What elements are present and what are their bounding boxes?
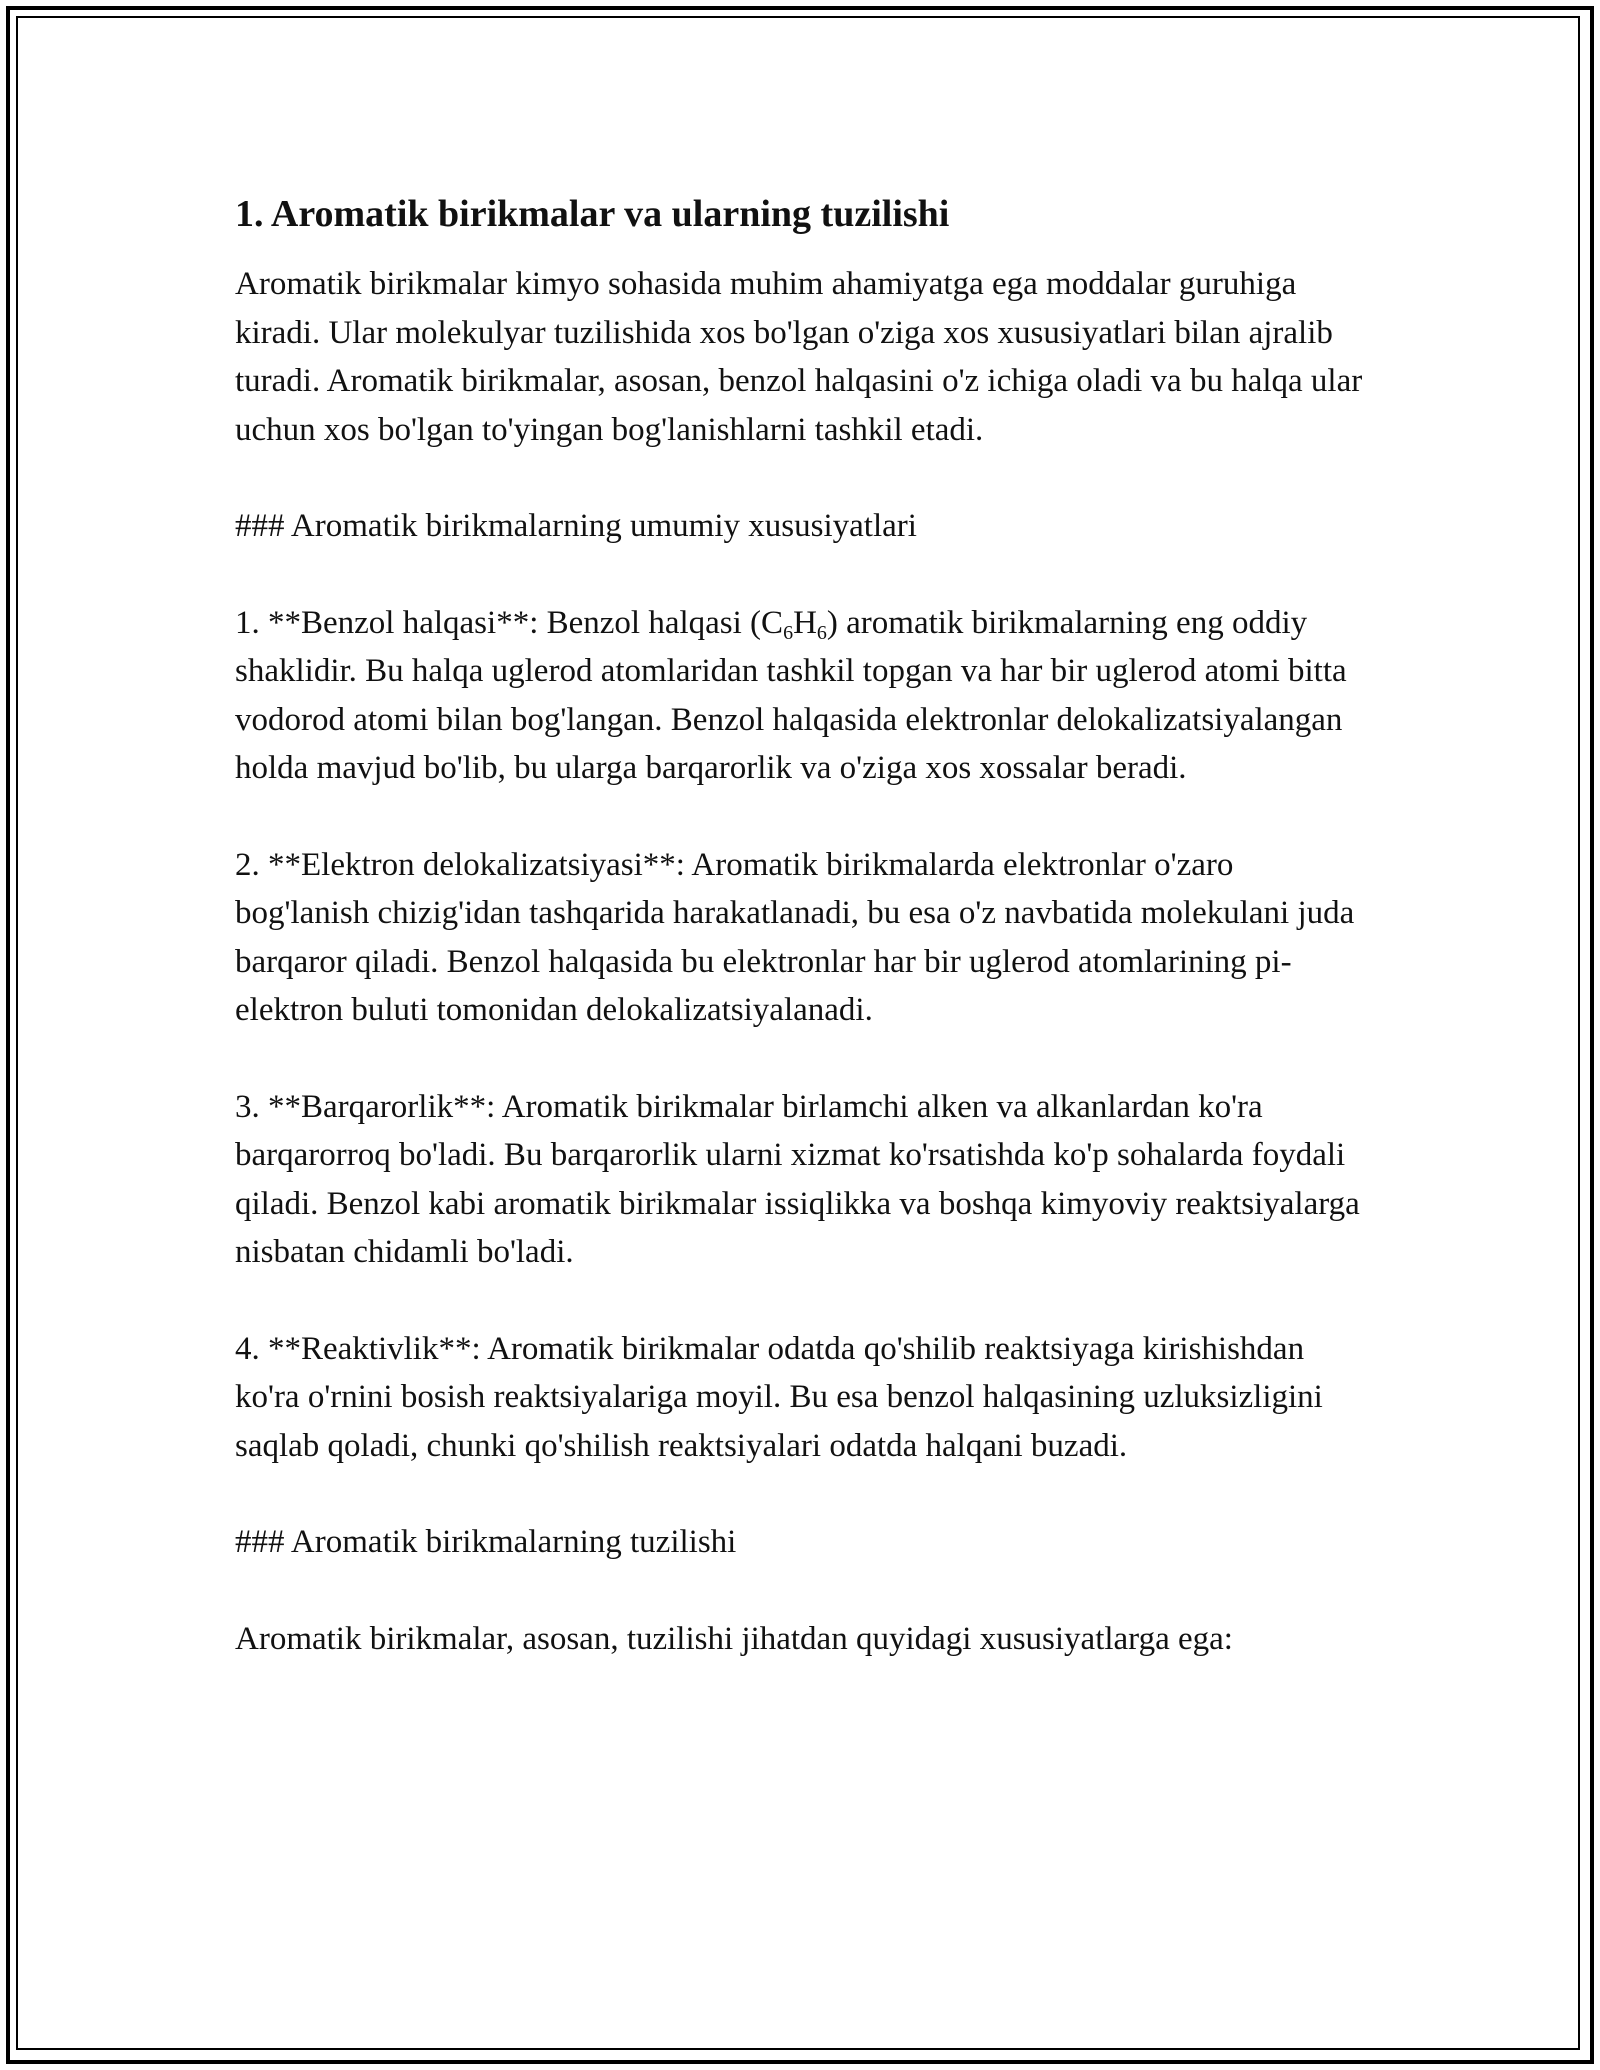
item1-text-mid: H — [793, 604, 817, 641]
structure-heading: ### Aromatik birikmalarning tuzilishi — [235, 1524, 737, 1560]
item1-text-before: 1. **Benzol halqasi**: Benzol halqasi (C — [235, 604, 784, 641]
document-title: 1. Aromatik birikmalar va ularning tuzilishi — [235, 193, 950, 235]
document-body — [235, 188, 1375, 1711]
list-item-electron-delocalization: 2. **Elektron delokalizatsiyasi**: Aromatik birikmalarda elektronlar o'zaro bog'lanish chizig'idan tashqarida harakatlanadi, bu esa o'z navbatida molekulani juda barqaror qiladi. Benzol halqasida bu elektronlar har bir uglerod atomlarining pi-elektron buluti tomonidan delokalizatsiyalanadi. — [235, 846, 1355, 1028]
closing-paragraph: Aromatik birikmalar, asosan, tuzilishi jihatdan quyidagi xususiyatlarga ega: — [235, 1620, 1233, 1657]
list-item-stability: 3. **Barqarorlik**: Aromatik birikmalar birlamchi alken va alkanlardan ko'ra barqarorroq bo'ladi. Bu barqarorlik ularni xizmat ko'rsatishda ko'p sohalarda foydali qiladi. Benzol kabi aromatik birikmalar issiqlikka va boshqa kimyoviy reaktsiyalarga nisbatan chidamli bo'ladi. — [235, 1088, 1360, 1270]
item1-subscript-hydrogen: 6 — [816, 621, 827, 644]
item1-text-after: ) aromatik birikmalarning eng oddiy shaklidir. Bu halqa uglerod atomlaridan tashkil topgan va har bir uglerod atomi bitta vodorod atomi bilan bog'langan. Benzol halqasida elektronlar delokalizatsiyalangan holda mavjud bo'lib, bu ularga barqarorlik va o'ziga xos xossalar beradi. — [235, 604, 1347, 786]
item1-subscript-carbon: 6 — [783, 621, 794, 644]
list-item-benzene-ring — [235, 599, 1375, 793]
list-item-reactivity: 4. **Reaktivlik**: Aromatik birikmalar odatda qo'shilib reaktsiyaga kirishishdan ko'ra o'rnini bosish reaktsiyalariga moyil. Bu esa benzol halqasining uzluksizligini saqlab qoladi, chunki qo'shilish reaktsiyalari odatda halqani buzadi. — [235, 1330, 1323, 1464]
properties-heading: ### Aromatik birikmalarning umumiy xususiyatlari — [235, 508, 917, 544]
intro-paragraph: Aromatik birikmalar kimyo sohasida muhim ahamiyatga ega moddalar guruhiga kiradi. Ular molekulyar tuzilishida xos bo'lgan o'ziga xos xususiyatlari bilan ajralib turadi. Aromatik birikmalar, asosan, benzol halqasini o'z ichiga oladi va bu halqa ular uchun xos bo'lgan to'yingan bog'lanishlarni tashkil etadi. — [235, 266, 1363, 448]
